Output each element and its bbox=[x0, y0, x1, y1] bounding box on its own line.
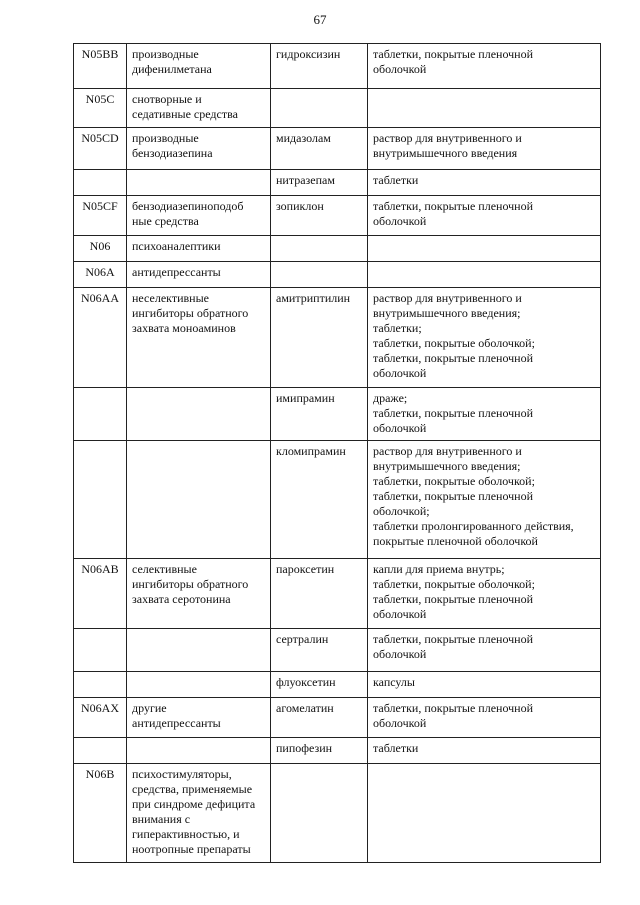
drug-name: амитриптилин bbox=[271, 288, 368, 388]
dosage-form: таблетки, покрытые пленочной оболочкой bbox=[368, 196, 601, 236]
table-row bbox=[74, 629, 601, 672]
group-name: другие антидепрессанты bbox=[127, 698, 271, 738]
group-name bbox=[127, 672, 271, 698]
drug-name: агомелатин bbox=[271, 698, 368, 738]
drug-name: пароксетин bbox=[271, 559, 368, 629]
table-row bbox=[74, 236, 601, 262]
dosage-form: таблетки, покрытые пленочной оболочкой bbox=[368, 629, 601, 672]
dosage-form: раствор для внутривенного и внутримышечного введения; таблетки; таблетки, покрытые оболочкой; таблетки, покрытые пленочной оболочкой bbox=[368, 288, 601, 388]
table-row bbox=[74, 262, 601, 288]
dosage-form bbox=[368, 764, 601, 863]
group-name: селективные ингибиторы обратного захвата серотонина bbox=[127, 559, 271, 629]
dosage-form: капсулы bbox=[368, 672, 601, 698]
drug-name bbox=[271, 89, 368, 128]
group-name: снотворные и седативные средства bbox=[127, 89, 271, 128]
table-row bbox=[74, 764, 601, 863]
atc-code bbox=[74, 629, 127, 672]
atc-code: N06A bbox=[74, 262, 127, 288]
drug-name: мидазолам bbox=[271, 128, 368, 170]
dosage-form: драже; таблетки, покрытые пленочной оболочкой bbox=[368, 388, 601, 441]
group-name: психоаналептики bbox=[127, 236, 271, 262]
drug-name: гидроксизин bbox=[271, 44, 368, 89]
atc-code bbox=[74, 441, 127, 559]
dosage-form bbox=[368, 236, 601, 262]
table-row bbox=[74, 698, 601, 738]
table-row bbox=[74, 672, 601, 698]
atc-code bbox=[74, 170, 127, 196]
group-name bbox=[127, 441, 271, 559]
table-row bbox=[74, 288, 601, 388]
atc-code: N05C bbox=[74, 89, 127, 128]
table-row bbox=[74, 89, 601, 128]
atc-code: N05BB bbox=[74, 44, 127, 89]
group-name bbox=[127, 738, 271, 764]
dosage-form: раствор для внутривенного и внутримышечного введения bbox=[368, 128, 601, 170]
table-row bbox=[74, 738, 601, 764]
atc-code bbox=[74, 738, 127, 764]
group-name bbox=[127, 170, 271, 196]
group-name: неселективные ингибиторы обратного захвата моноаминов bbox=[127, 288, 271, 388]
atc-code: N05CD bbox=[74, 128, 127, 170]
table-row bbox=[74, 196, 601, 236]
dosage-form: таблетки bbox=[368, 170, 601, 196]
group-name: психостимуляторы, средства, применяемые при синдроме дефицита внимания с гиперактивностью, и ноотропные препараты bbox=[127, 764, 271, 863]
drug-name bbox=[271, 764, 368, 863]
dosage-form: таблетки, покрытые пленочной оболочкой bbox=[368, 698, 601, 738]
table-row bbox=[74, 128, 601, 170]
dosage-form: раствор для внутривенного и внутримышечного введения; таблетки, покрытые оболочкой; таблетки, покрытые пленочной оболочкой; таблетки пролонгированного действия, покрытые пленочной оболочкой bbox=[368, 441, 601, 559]
atc-code bbox=[74, 388, 127, 441]
group-name: производные дифенилметана bbox=[127, 44, 271, 89]
group-name: антидепрессанты bbox=[127, 262, 271, 288]
group-name bbox=[127, 388, 271, 441]
atc-code: N06AA bbox=[74, 288, 127, 388]
drug-name bbox=[271, 236, 368, 262]
atc-code: N06AX bbox=[74, 698, 127, 738]
group-name: бензодиазепиноподоб ные средства bbox=[127, 196, 271, 236]
dosage-form: капли для приема внутрь; таблетки, покрытые оболочкой; таблетки, покрытые пленочной оболочкой bbox=[368, 559, 601, 629]
atc-code: N05CF bbox=[74, 196, 127, 236]
table-row bbox=[74, 170, 601, 196]
table-row bbox=[74, 441, 601, 559]
dosage-form: таблетки bbox=[368, 738, 601, 764]
page-number: 67 bbox=[313, 12, 327, 27]
drug-name: нитразепам bbox=[271, 170, 368, 196]
atc-code: N06B bbox=[74, 764, 127, 863]
drug-name: кломипрамин bbox=[271, 441, 368, 559]
table-row bbox=[74, 44, 601, 89]
table-row bbox=[74, 559, 601, 629]
dosage-form: таблетки, покрытые пленочной оболочкой bbox=[368, 44, 601, 89]
drug-name: пипофезин bbox=[271, 738, 368, 764]
group-name bbox=[127, 629, 271, 672]
medication-table bbox=[73, 43, 601, 863]
drug-name: сертралин bbox=[271, 629, 368, 672]
table-row bbox=[74, 388, 601, 441]
drug-name bbox=[271, 262, 368, 288]
atc-code bbox=[74, 672, 127, 698]
drug-name: флуоксетин bbox=[271, 672, 368, 698]
dosage-form bbox=[368, 262, 601, 288]
atc-code: N06AB bbox=[74, 559, 127, 629]
dosage-form bbox=[368, 89, 601, 128]
atc-code: N06 bbox=[74, 236, 127, 262]
drug-name: имипрамин bbox=[271, 388, 368, 441]
group-name: производные бензодиазепина bbox=[127, 128, 271, 170]
drug-name: зопиклон bbox=[271, 196, 368, 236]
